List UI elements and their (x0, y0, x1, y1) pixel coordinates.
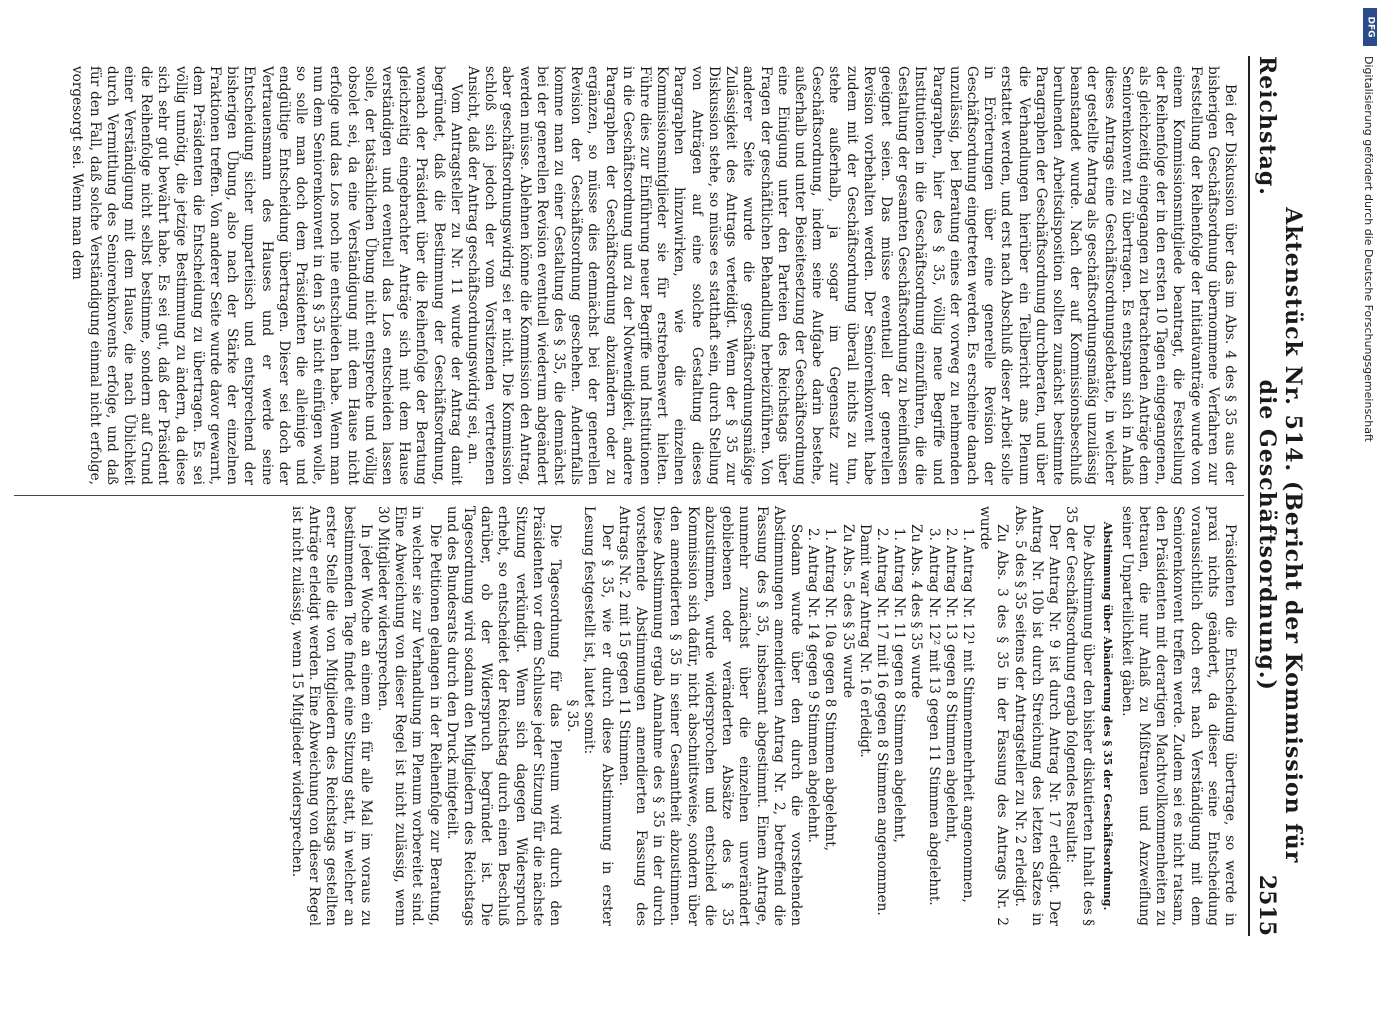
right-paragraph-4: Zu Abs. 3 des § 35 in der Fassung des Antrags Nr. 2 wurde (977, 506, 1011, 926)
page-number: 2515 (1254, 874, 1280, 936)
left-paragraph-2: Vom Antragsteller zu Nr. 11 wurde der Antrag damit begründet, daß die Bestimmung der Geschäftsordnung, wonach der Präsident über die Reihenfolge der Beratung gleichzeitig eingebrachter Anträge sich mit dem Hause verständigen und eventuell das Los entscheiden lassen solle, der tatsächlichen Übung nicht entspreche und völlig obsolet sei, da eine Verständigung mit dem Hause nicht erfolge und das Los noch nie entschieden habe. Wenn man nun dem Seniorenkonvent in den § 35 nicht einfügen wolle, so solle man doch dem Präsidenten die alleinige und endgültige Entscheidung übertragen. Dieser sei doch der Vertrauensmann des Hauses und er werde seine Entscheidung sicher unparteiisch und entsprechend der bisherigen Übung, also nach der Stärke der einzelnen Fraktionen treffen. Von anderer Seite wurde davor gewarnt, dem Präsidenten die Entscheidung zu übertragen. Es sei völlig unnötig, die jetzige Bestimmung zu ändern, da diese sich sehr gut bewährt habe. Es sei gut, daß der Präsident die Reihenfolge nicht selbst bestimme, sondern auf Grund einer Verständigung mit dem Hause, die nach Üblichkeit durch Vermittlung des Seniorenkonvents erfolge, und daß für den Fall, daß solche Verständigung einmal nicht erfolge, vorgesorgt sei. Wenn man dem (69, 66, 464, 485)
right-paragraph-1: Präsidenten die Entscheidung übertrage, so werde in praxi nichts geändert, da dieser seine Entscheidung voraussichtlich doch erst nach Verständigung mit dem Seniorenkonvent treffen werde. Zudem sei es nicht ratsam, den Präsidenten mit derartigen Machtvollkommenheiten zu betrauen, die nur Anlaß zu Mißtrauen und Anzweiflung seiner Unparteilichkeit gäben. (1118, 506, 1238, 926)
right-paragraph-6: Damit war Antrag Nr. 16 erledigt. (856, 524, 873, 758)
list-item: 1. Antrag Nr. 12¹ mit Stimmenmehrheit angenommen, (959, 528, 976, 903)
vote-subheading: Abstimmung über Abänderung des § 35 der Geschäftsordnung. (1100, 521, 1114, 911)
left-paragraph-1: Bei der Diskussion über das im Abs. 4 des § 35 aus der bisherigen Geschäftsordnung übernommene Verfahren zur Feststellung der Reihenfolge der Initiativanträge wurde von einem Kommissionsmitgliede beantragt, die Feststellung der Reihenfolge der in den ersten 10 Tagen eingegangenen, als gleichzeitig eingegangen zu betrachtenden Anträge dem Seniorenkonvent zu übertragen. Es entspann sich in Anlaß dieses Antrags eine Geschäftsordnungsdebatte, in welcher der gestellte Antrag als geschäftsordnungsmäßig unzulässig beanstandet wurde. Nach der auf Kommissionsbeschluß beruhenden Arbeitsdisposition sollten zunächst bestimmte Paragraphen der Geschäftsordnung durchberaten, und über die Verhandlungen hierüber ein Teilbericht ans Plenum erstattet werden, und erst nach Abschluß dieser Arbeit solle in Erörterungen über eine generelle Revision der Geschäftsordnung eingetreten werden. Es erscheine danach unzulässig, bei Beratung eines der vorweg zu nehmenden Paragraphen, hier des § 35, völlig neue Begriffe und Institutionen in die Geschäftsordnung einzuführen, die die Gestaltung der gesamten Geschäftsordnung zu beeinflussen geeignet seien. Das müsse eventuell der generellen Revision vorbehalten werden. Der Seniorenkonvent habe zudem mit der Geschäftsordnung überall nichts zu tun, stehe außerhalb, ja sogar im Gegensatz zur Geschäftsordnung, indem seine Aufgabe darin bestehe, außerhalb und unter Beiseitesetzung der Geschäftsordnung eine Einigung unter den Parteien des Reichstags über Fragen der geschäftlichen Behandlung herbeizuführen. Von anderer Seite wurde die geschäftsordnungsmäßige Zulässigkeit des Antrags verteidigt. Wenn der § 35 zur Diskussion stehe, so müsse es statthaft sein, durch Stellung von Anträgen auf eine solche Gestaltung dieses Paragraphen hinzuwirken, wie die einzelnen Kommissionsmitglieder sie für erstrebenswert hielten. Führe dies zur Einführung neuer Begriffe und Institutionen in die Geschäftsordnung und zu der Notwendigkeit, andere Paragraphen der Geschäftsordnung abzuändern oder zu ergänzen, so müsse dies demnächst bei der generellen Revision der Geschäftsordnung geschehen. Andernfalls komme man zu einer Gestaltung des § 35, die demnächst bei der generellen Revision eventuell wiederum abgeändert werden müsse. Ablehnen könne die Kommission den Antrag, aber geschäftsordnungswidrig sei er nicht. Die Kommission schloß sich jedoch der vom Vorsitzenden vertretenen Ansicht, daß der Antrag geschäftsordnungswidrig sei, an. (465, 66, 1238, 485)
right-paragraph-5: Zu Abs. 4 des § 35 wurde (908, 524, 925, 699)
digitization-note-text: Digitalisierung gefördert durch die Deutsche Forschungsgemeinschaft (1362, 56, 1375, 442)
left-column (14, 56, 1244, 496)
right-paragraph-11: Die Petitionen gelangen in der Reihenfolge zur Beratung, in welcher sie zur Verhandlung im Plenum vorbereitet sind. Eine Abweichung von dieser Regel ist nicht zulässig, wenn 30 Mitglieder widersprechen. (375, 506, 443, 926)
right-paragraph-10: Die Tagesordnung für das Plenum wird durch den Präsidenten vor dem Schlusse jeder Sitzung für die nächste Sitzung verkündigt. Wenn sich dagegen Widerspruch erhebt, so entscheidet der Reichstag durch einen Beschluß darüber, ob der Widerspruch begründet ist. Die Tagesordnung wird sodann den Mitgliedern des Reichstags und des Bundesrats durch den Druck mitgeteilt. (443, 506, 564, 926)
section-heading: § 35. (564, 699, 581, 733)
list-item: 2. Antrag Nr. 17 mit 16 gegen 8 Stimmen angenommen. (873, 528, 890, 916)
right-paragraph-3: Der Antrag Nr. 9 ist durch Antrag Nr. 17 erledigt. Der Antrag Nr. 10b ist durch Streichung des letzten Satzes in Abs. 5 des § 35 seitens der Antragsteller zu Nr. 2 erledigt. (1011, 506, 1062, 926)
dfg-logo: DFG (1363, 8, 1377, 46)
document-page (8, 56, 1306, 936)
right-paragraph-9: Der § 35, wie er durch diese Abstimmung in erster Lesung festgestellt ist, lautet somit: (581, 506, 615, 926)
right-column (14, 496, 1244, 936)
list-item: 1. Antrag Nr. 10a gegen 8 Stimmen abgelehnt, (822, 528, 839, 852)
right-paragraph-8: Sodann wurde über den durch die vorstehenden Abstimmungen amendierten Antrag Nr. 2, betreffend die Fassung des § 35, insbesamt abgestimmt. Einem Antrage, nunmehr zunächst über die einzelnen unverändert gebliebenen oder veränderten Absätze des § 35 abzustimmen, wurde widersprochen und entschied die Kommission sich dafür, nicht abschnittsweise, sondern über den amendierten § 35 in seiner Gesamtheit abzustimmen. Diese Abstimmung ergab Annahme des § 35 in der durch vorstehende Abstimmungen amendierten Fassung des Antrags Nr. 2 mit 15 gegen 11 Stimmen. (615, 506, 804, 926)
header-left: Reichstag. (1254, 56, 1280, 196)
list-item: 1. Antrag Nr. 11 gegen 8 Stimmen abgelehnt, (891, 528, 908, 843)
text-columns (14, 56, 1244, 936)
list-item: 2. Antrag Nr. 14 gegen 9 Stimmen abgelehnt. (805, 528, 822, 843)
header-title: Aktenstück Nr. 514. (Bericht der Kommission für die Geschäftsordnung.) (1254, 207, 1306, 864)
list-item: 3. Antrag Nr. 12² mit 13 gegen 11 Stimmen abgelehnt. (925, 528, 942, 906)
right-paragraph-7: Zu Abs. 5 des § 35 wurde (839, 524, 856, 699)
right-paragraph-2: Die Abstimmung über den bisher diskutierten Inhalt des § 35 der Geschäftsordnung ergab folgendes Resultat: (1063, 506, 1097, 926)
list-item: 2. Antrag Nr. 13 gegen 8 Stimmen abgelehnt, (942, 528, 959, 843)
right-paragraph-12: In jeder Woche an einem ein für alle Mal im voraus zu bestimmenden Tage findet eine Sitzung statt, in welcher an erster Stelle die von Mitgliedern des Reichstags gestellten Anträge erledigt werden. Eine Abweichung von dieser Regel ist nicht zulässig, wenn 15 Mitglieder widersprechen. (289, 506, 374, 926)
page-header (1248, 56, 1306, 936)
digitization-note (1361, 56, 1377, 1036)
